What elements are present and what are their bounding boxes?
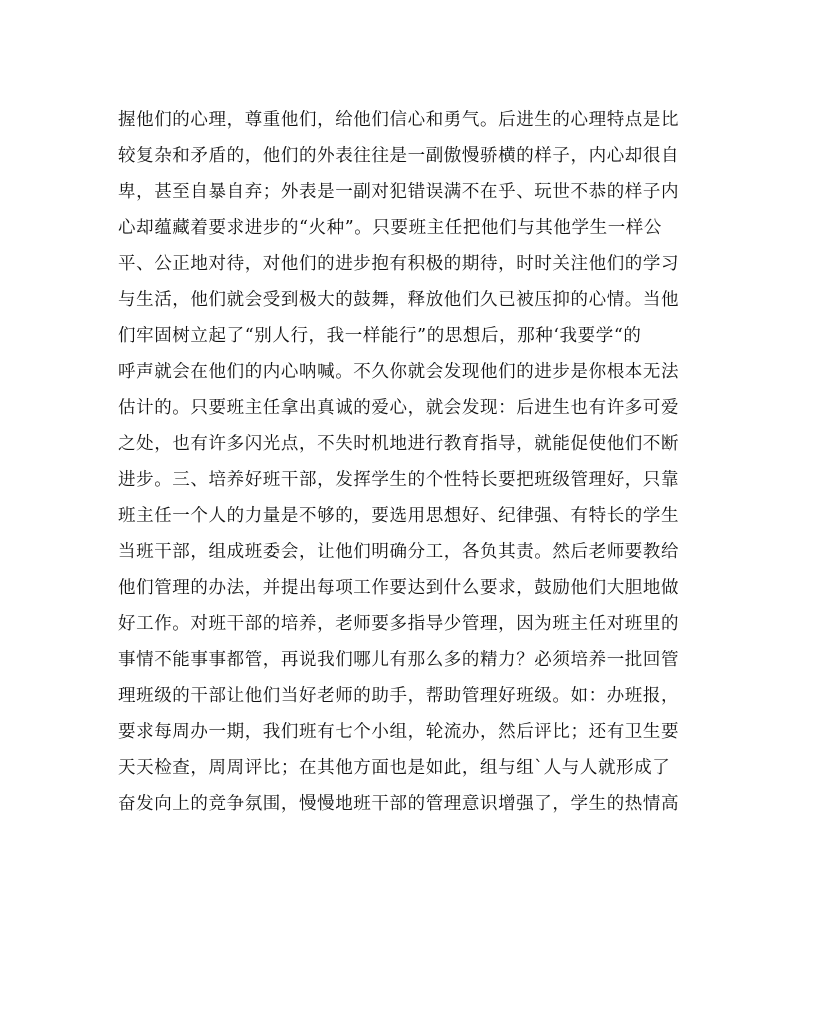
- text-line: 进步。三、培养好班干部，发挥学生的个性特长要把班级管理好，只靠: [118, 470, 680, 490]
- text-line: 估计的。只要班主任拿出真诚的爱心，就会发现：后进生也有许多可爱: [118, 398, 680, 418]
- text-line: 们牢固树立起了“别人行，我一样能行”的思想后，那种‘我要学“的: [118, 326, 642, 346]
- text-line: 好工作。对班干部的培养，老师要多指导少管理，因为班主任对班里的: [118, 614, 680, 634]
- text-line: 较复杂和矛盾的，他们的外表往往是一副傲慢骄横的样子，内心却很自: [118, 146, 680, 166]
- body-text: [118, 102, 708, 822]
- text-line: 要求每周办一期，我们班有七个小组，轮流办，然后评比；还有卫生要: [118, 722, 680, 742]
- text-line: 呼声就会在他们的内心呐喊。不久你就会发现他们的进步是你根本无法: [118, 362, 680, 382]
- text-line: 奋发向上的竞争氛围，慢慢地班干部的管理意识增强了，学生的热情高: [118, 794, 680, 814]
- text-line: 之处，也有许多闪光点，不失时机地进行教育指导，就能促使他们不断: [118, 434, 680, 454]
- text-line: 卑，甚至自暴自弃；外表是一副对犯错误满不在乎、玩世不恭的样子内: [118, 182, 680, 202]
- text-line: 天天检查，周周评比；在其他方面也是如此，组与组`人与人就形成了: [118, 758, 671, 778]
- text-line: 与生活，他们就会受到极大的鼓舞，释放他们久已被压抑的心情。当他: [118, 290, 680, 310]
- text-line: 理班级的干部让他们当好老师的助手，帮助管理好班级。如：办班报，: [118, 686, 680, 706]
- text-line: 他们管理的办法，并提出每项工作要达到什么要求，鼓励他们大胆地做: [118, 578, 680, 598]
- text-line: 当班干部，组成班委会，让他们明确分工，各负其责。然后老师要教给: [118, 542, 680, 562]
- text-line: 班主任一个人的力量是不够的，要选用思想好、纪律强、有特长的学生: [118, 506, 680, 526]
- text-line: 心却蕴藏着要求进步的“火种”。只要班主任把他们与其他学生一样公: [118, 218, 662, 238]
- text-line: 握他们的心理，尊重他们，给他们信心和勇气。后进生的心理特点是比: [118, 110, 680, 130]
- text-line: 事情不能事事都管，再说我们哪儿有那么多的精力？必须培养一批回管: [118, 650, 680, 670]
- text-line: 平、公正地对待，对他们的进步抱有积极的期待，时时关注他们的学习: [118, 254, 680, 274]
